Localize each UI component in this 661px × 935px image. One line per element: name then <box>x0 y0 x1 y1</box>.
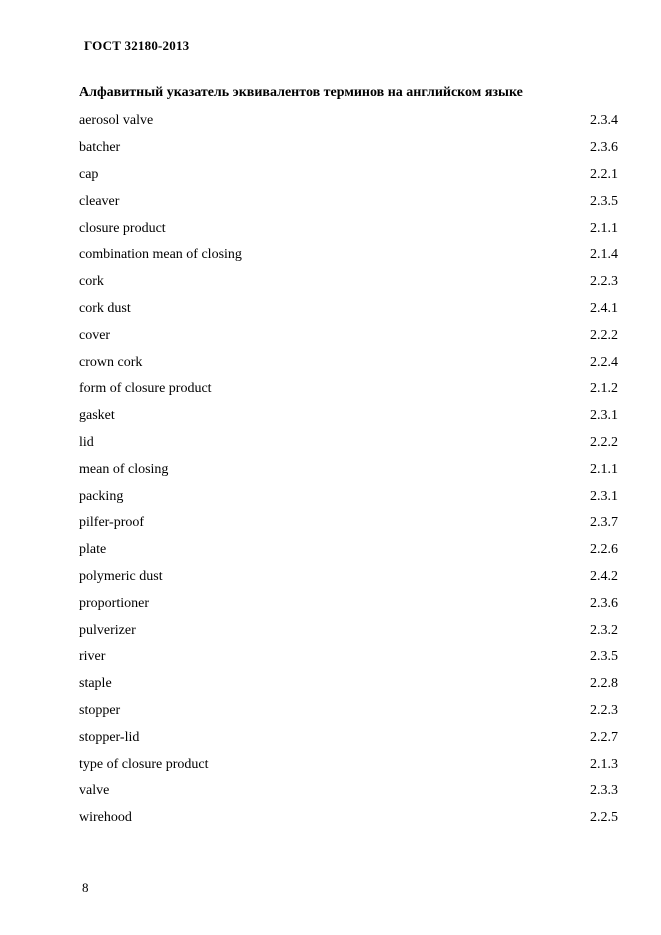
index-term: lid <box>79 434 94 450</box>
index-title: Алфавитный указатель эквивалентов терминов на английском языке <box>79 85 523 100</box>
index-term: river <box>79 649 106 665</box>
index-section-ref: 2.2.1 <box>590 166 618 182</box>
index-entry <box>79 617 618 644</box>
index-entry <box>79 483 618 510</box>
index-term: cork dust <box>79 300 131 316</box>
index-entry <box>79 510 618 537</box>
term-index-list <box>79 108 618 832</box>
index-entry <box>79 108 618 135</box>
index-section-ref: 2.1.1 <box>590 461 618 477</box>
index-term: packing <box>79 488 124 504</box>
index-section-ref: 2.4.2 <box>590 568 618 584</box>
index-section-ref: 2.3.5 <box>590 193 618 209</box>
index-entry <box>79 456 618 483</box>
index-entry <box>79 296 618 323</box>
index-section-ref: 2.3.6 <box>590 140 618 156</box>
index-entry <box>79 349 618 376</box>
index-term: cap <box>79 166 99 182</box>
index-entry <box>79 778 618 805</box>
index-section-ref: 2.2.2 <box>590 327 618 343</box>
index-section-ref: 2.3.3 <box>590 783 618 799</box>
index-term: closure product <box>79 220 166 236</box>
index-term: proportioner <box>79 595 149 611</box>
index-entry <box>79 403 618 430</box>
index-entry <box>79 376 618 403</box>
index-entry <box>79 590 618 617</box>
index-term: batcher <box>79 140 121 156</box>
index-term: mean of closing <box>79 461 169 477</box>
index-entry <box>79 537 618 564</box>
index-entry <box>79 135 618 162</box>
index-term: polymeric dust <box>79 568 163 584</box>
index-entry <box>79 269 618 296</box>
index-term: gasket <box>79 408 115 424</box>
document-code: ГОСТ 32180-2013 <box>84 38 190 53</box>
index-section-ref: 2.2.4 <box>590 354 618 370</box>
index-entry <box>79 215 618 242</box>
index-term: stopper <box>79 702 121 718</box>
index-section-ref: 2.3.1 <box>590 408 618 424</box>
index-term: cork <box>79 274 104 290</box>
index-section-ref: 2.2.6 <box>590 542 618 558</box>
index-entry <box>79 751 618 778</box>
index-entry <box>79 430 618 457</box>
index-term: form of closure product <box>79 381 212 397</box>
index-term: pilfer-proof <box>79 515 145 531</box>
index-section-ref: 2.2.5 <box>590 810 618 826</box>
index-term: wirehood <box>79 810 132 826</box>
index-section-ref: 2.3.2 <box>590 622 618 638</box>
index-section-ref: 2.1.4 <box>590 247 618 263</box>
index-section-ref: 2.3.1 <box>590 488 618 504</box>
index-term: combination mean of closing <box>79 247 242 263</box>
index-section-ref: 2.2.7 <box>590 729 618 745</box>
index-section-ref: 2.1.2 <box>590 381 618 397</box>
index-term: aerosol valve <box>79 113 154 129</box>
index-section-ref: 2.4.1 <box>590 300 618 316</box>
index-section-ref: 2.2.3 <box>590 274 618 290</box>
index-section-ref: 2.2.2 <box>590 434 618 450</box>
index-entry <box>79 698 618 725</box>
index-term: stopper-lid <box>79 729 140 745</box>
index-term: staple <box>79 676 112 692</box>
index-entry <box>79 671 618 698</box>
index-entry <box>79 322 618 349</box>
page-number: 8 <box>82 880 89 895</box>
index-term: type of closure product <box>79 756 209 772</box>
index-section-ref: 2.2.8 <box>590 676 618 692</box>
index-term: pulverizer <box>79 622 136 638</box>
index-term: cover <box>79 327 111 343</box>
index-term: cleaver <box>79 193 120 209</box>
index-section-ref: 2.3.6 <box>590 595 618 611</box>
index-term: crown cork <box>79 354 143 370</box>
index-section-ref: 2.3.4 <box>590 113 618 129</box>
index-term: plate <box>79 542 107 558</box>
index-entry <box>79 162 618 189</box>
index-section-ref: 2.3.5 <box>590 649 618 665</box>
index-entry <box>79 242 618 269</box>
index-entry <box>79 805 618 832</box>
index-section-ref: 2.3.7 <box>590 515 618 531</box>
index-entry <box>79 724 618 751</box>
index-entry <box>79 564 618 591</box>
index-section-ref: 2.2.3 <box>590 702 618 718</box>
index-section-ref: 2.1.1 <box>590 220 618 236</box>
index-section-ref: 2.1.3 <box>590 756 618 772</box>
index-entry <box>79 188 618 215</box>
index-term: valve <box>79 783 110 799</box>
index-entry <box>79 644 618 671</box>
